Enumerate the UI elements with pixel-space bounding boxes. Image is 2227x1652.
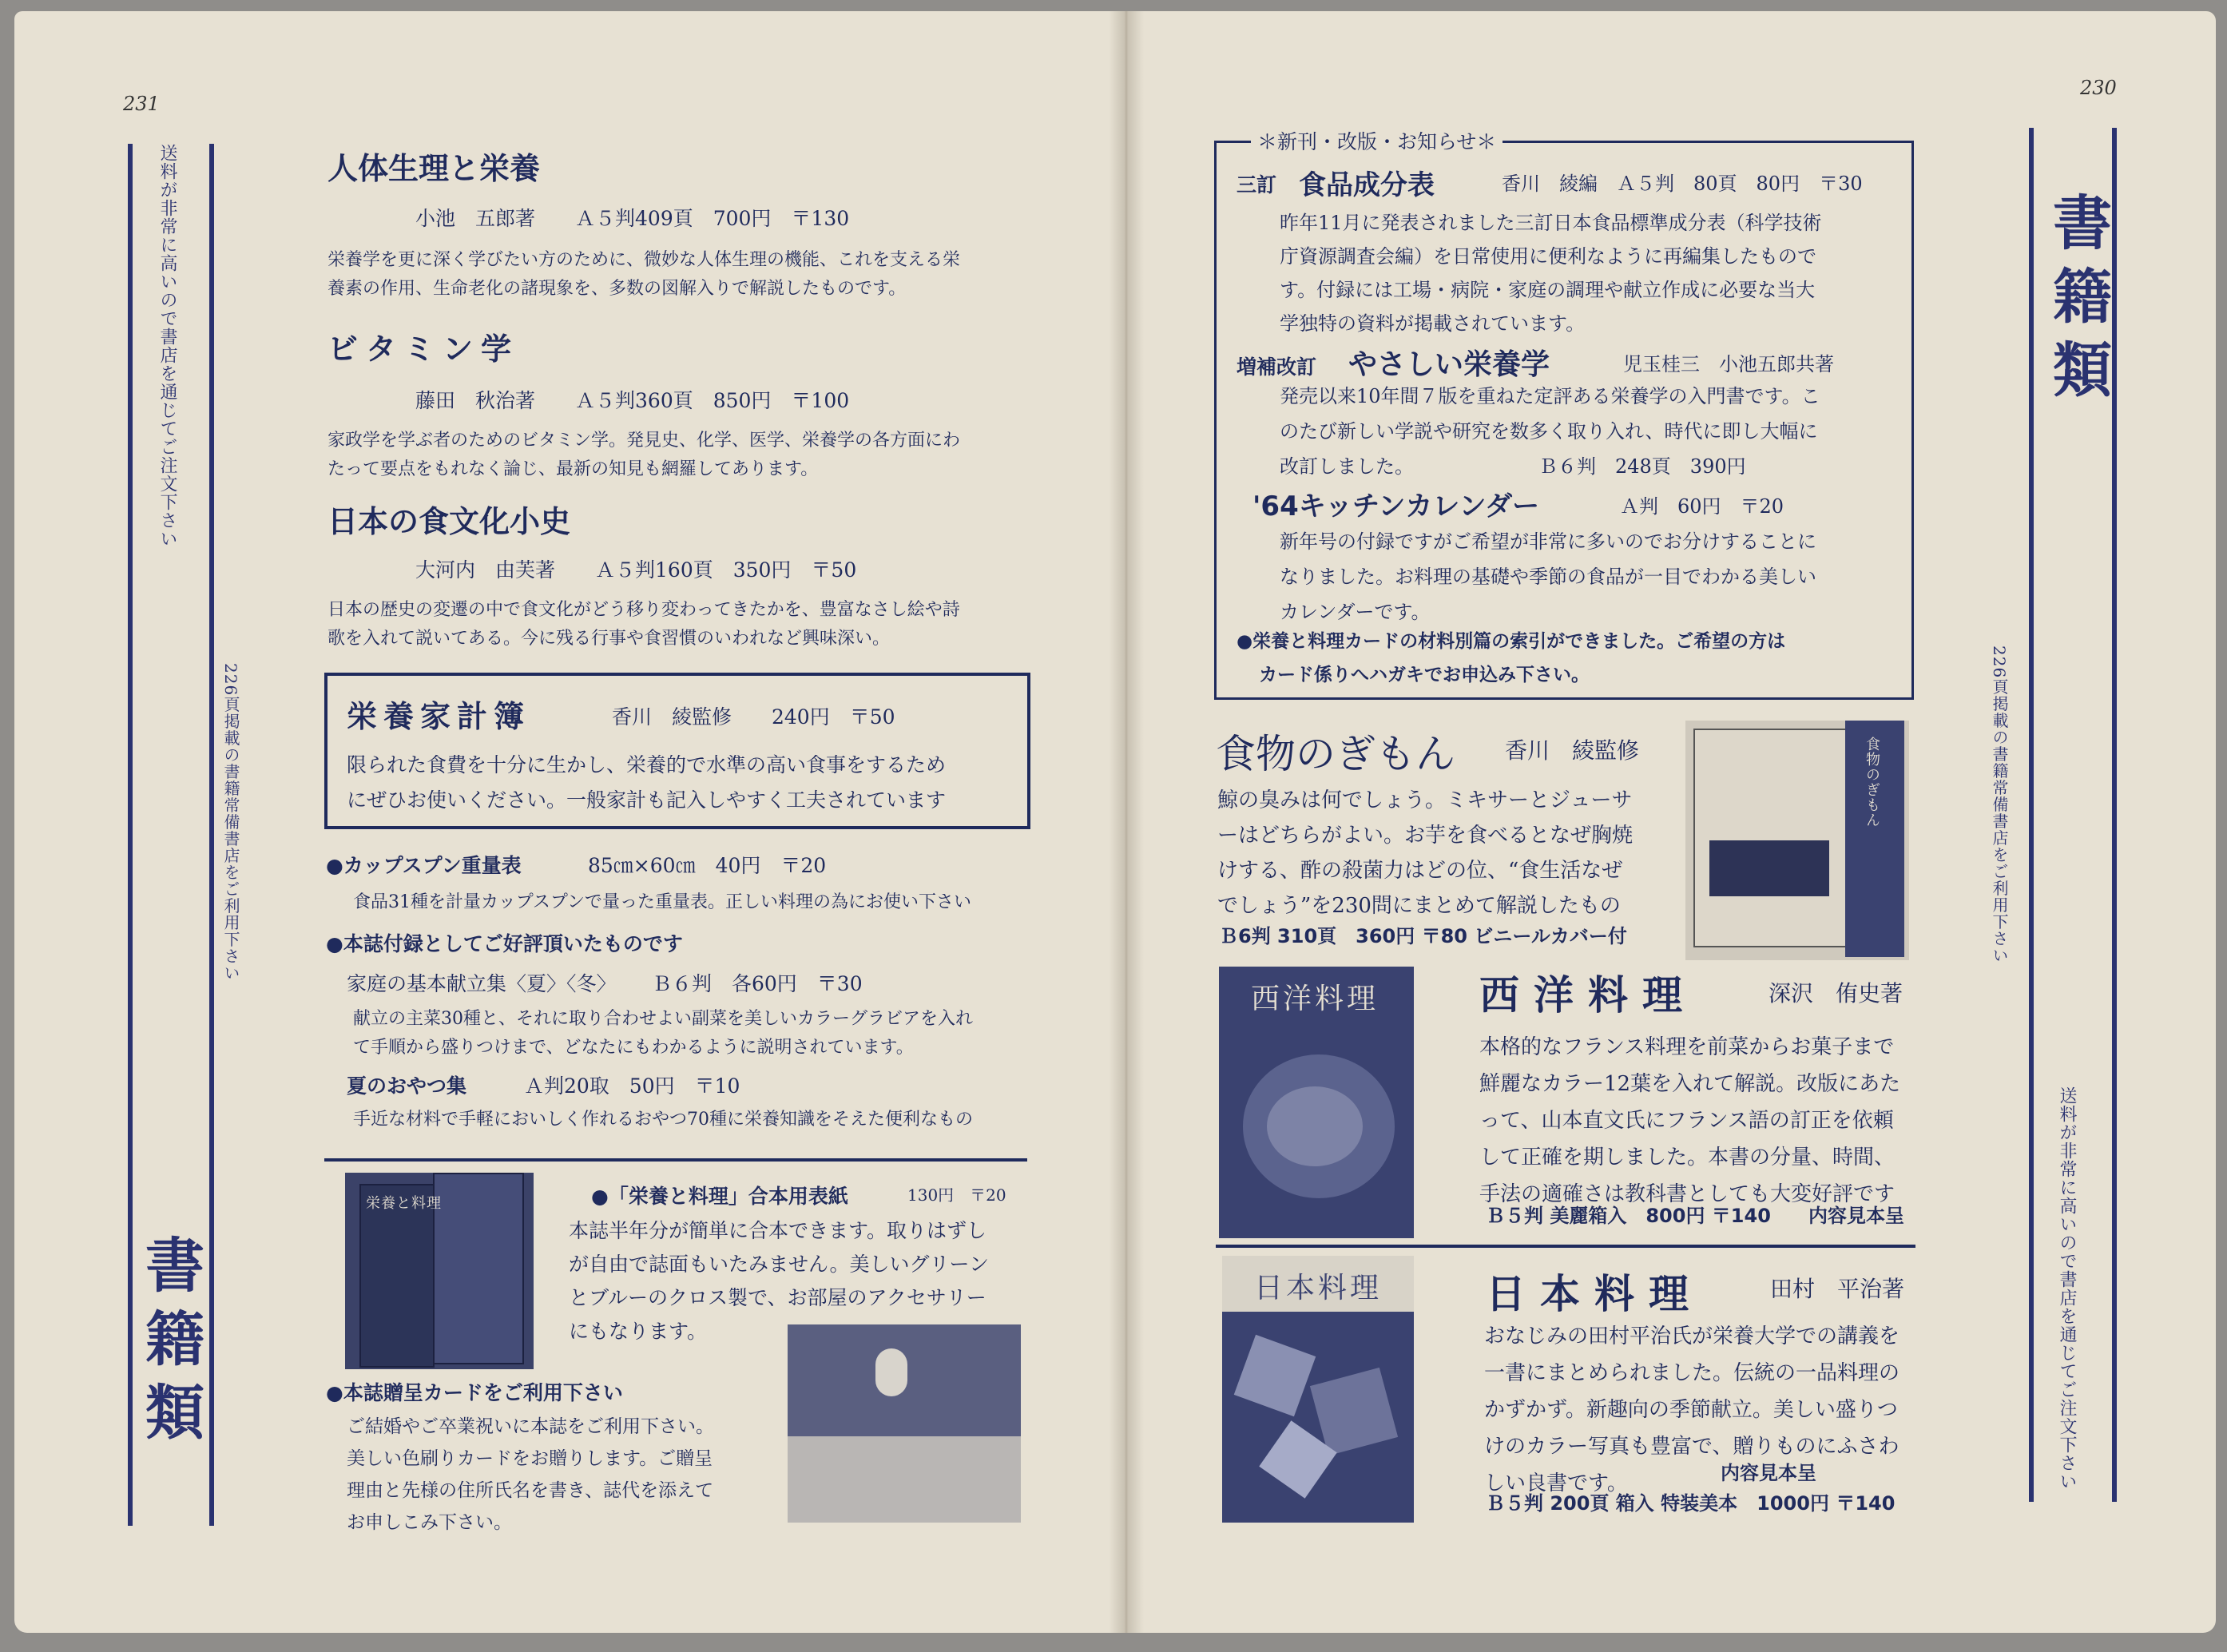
furoku-item1-desc: 献立の主菜30種と、それに取り合わせよい副菜を美しいカラーグラビアを入れ て手順から盛りつけまで、どなたにもわかるように説明されています。 [353, 1009, 973, 1058]
nihon-cover [1222, 1256, 1414, 1523]
furoku-item1-title: 家庭の基本献立集〈夏〉〈冬〉 [347, 972, 617, 995]
notice-item3-title: '64キッチンカレンダー [1252, 490, 1540, 522]
binder-meta: 130円 〒20 [907, 1185, 1006, 1205]
seiyo-cover-label: 西洋料理 [1251, 983, 1379, 1015]
book-title-jintai: 人体生理と栄養 [328, 151, 541, 186]
notice-item1-prefix: 三訂 [1237, 173, 1277, 197]
notice-item3-meta: Ａ判 60円 〒20 [1620, 495, 1784, 518]
notice-item2-meta: 児玉桂三 小池五郎共著 [1623, 353, 1834, 375]
book-desc-jintai: 栄養学を更に深く学びたい方のために、微妙な人体生理の機能、これを支える栄 養素の作用、生命老化の諸現象を、多数の図解入りで解説したものです。 [328, 250, 961, 299]
binder-title: ●「栄養と料理」合本用表紙 [591, 1185, 848, 1208]
left-side-note-mid: 226頁掲載の書籍常備書店をご利用下さい [221, 663, 240, 982]
notice-item1-meta: 香川 綾編 Ａ５判 80頁 80円 〒30 [1502, 173, 1863, 195]
book-meta-shokubunka: 大河内 由芙著 Ａ５判160頁 350円 〒50 [415, 558, 857, 582]
book-meta-vitamin: 藤田 秋治著 Ａ５判360頁 850円 〒100 [415, 389, 850, 412]
left-side-note-top: 送料が非常に高いので書店を通じてご注文下さい [157, 144, 177, 548]
cup-meta: 85㎝×60㎝ 40円 〒20 [588, 854, 827, 877]
gimon-photo [1685, 721, 1909, 960]
card-title: ●本誌贈呈カードをご利用下さい [326, 1381, 623, 1404]
notice-header: ＊新刊・改版・お知らせ＊ [1251, 126, 1503, 155]
nihon-meta: Ｂ５判 200頁 箱入 特装美本 1000円 〒140 [1486, 1492, 1896, 1515]
card-index-note: ●栄養と料理カードの材料別篇の索引ができました。ご希望の方は カード係りへハガキでお申込み下さい。 [1237, 631, 1786, 685]
notice-item1-title: 食品成分表 [1299, 169, 1435, 201]
notice-item3-desc: 新年号の付録ですがご希望が非常に多いのでお分けすることに なりました。お料理の基礎や季節の食品が一目でわかる美しい カレンダーです。 [1280, 530, 1816, 623]
kakeibo-desc: 限られた食費を十分に生かし、栄養的で水準の高い食事をするため にぜひお使いください。一般家計も記入しやすく工夫されています [347, 753, 947, 812]
seiyo-title: 西洋料理 [1479, 972, 1697, 1019]
notice-item2-desc: 発売以来10年間７版を重ねた定評ある栄養学の入門書です。こ のたび新しい学説や研究を数多く取り入れ、時代に即し大幅に 改訂しました。 Ｂ６判 248頁 390円 [1280, 385, 1820, 478]
furoku-item2-title: 夏のおやつ集 [347, 1074, 467, 1098]
seiyo-meta2: 内容見本呈 [1808, 1205, 1904, 1227]
furoku-item1-meta: Ｂ６判 各60円 〒30 [652, 972, 863, 995]
right-section-label: 書籍類 [2043, 192, 2112, 412]
cup-title: ●カップスプン重量表 [326, 854, 522, 877]
left-margin-rule [128, 144, 133, 1526]
notice-item2-prefix: 増補改訂 [1237, 355, 1317, 379]
kakeibo-box [324, 673, 1030, 829]
right-margin-rule [2029, 128, 2034, 1502]
book-desc-shokubunka: 日本の歴史の変遷の中で食文化がどう移り変わってきたかを、豊富なさし絵や詩 歌を入れて説いてある。今に残る行事や食習慣のいわれなど興味深い。 [328, 600, 960, 649]
book-desc-vitamin: 家政学を学ぶ者のためのビタミン学。発見史、化学、医学、栄養学の各方面にわ たって要点をもれなく論じ、最新の知見も網羅してあります。 [328, 431, 961, 479]
binder-photo [345, 1173, 534, 1369]
book-gutter [1109, 11, 1144, 1633]
nihon-cover-label: 日本料理 [1254, 1272, 1383, 1305]
notice-item1-desc: 昨年11月に発表されました三訂日本食品標準成分表（科学技術 庁資源調査会編）を日常使用に便利なように再編集したもので す。付録には工場・病院・家庭の調理や献立作成に必要な当大 学独特の資料が掲載されています。 [1280, 212, 1822, 335]
book-title-shokubunka: 日本の食文化小史 [328, 504, 571, 539]
furoku-item2-meta: Ａ判20取 50円 〒10 [524, 1074, 740, 1098]
left-inner-rule [209, 144, 214, 1526]
kakeibo-meta: 香川 綾監修 240円 〒50 [612, 705, 895, 729]
card-photo [788, 1324, 1021, 1523]
seiyo-author: 深沢 侑史著 [1768, 980, 1903, 1007]
gimon-author: 香川 綾監修 [1505, 737, 1640, 764]
right-divider [1216, 1245, 1915, 1248]
notice-item2-title: やさしい栄養学 [1348, 348, 1550, 381]
nihon-author: 田村 平治著 [1770, 1276, 1905, 1302]
nihon-desc: おなじみの田村平治氏が栄養大学での講義を 一書にまとめられました。伝統の一品料理の かずかず。新趣向の季節献立。美しい盛りつ けのカラー写真も豊富で、贈りものにふさわ しい良書です。 [1484, 1324, 1900, 1495]
left-divider [324, 1158, 1027, 1162]
right-side-note-mid: 226頁掲載の書籍常備書店をご利用下さい [1990, 645, 2009, 964]
nihon-meta2: 内容見本呈 [1721, 1462, 1816, 1484]
page-number-right: 230 [2080, 77, 2117, 99]
seiyo-desc: 本格的なフランス料理を前菜からお菓子まで 鮮麗なカラー12葉を入れて解説。改版にあた って、山本直文氏にフランス語の訂正を依頼 して正確を期しました。本書の分量、時間、 手法の適確さは教科書としても大変好評です [1479, 1035, 1901, 1206]
nihon-title: 日本料理 [1486, 1271, 1703, 1317]
card-desc: ご結婚やご卒業祝いに本誌をご利用下さい。 美しい色刷りカードをお贈りします。ご贈呈 理由と先様の住所氏名を書き、誌代を添えて お申しこみ下さい。 [347, 1416, 714, 1533]
gimon-title: 食物のぎもん [1216, 731, 1455, 777]
book-meta-jintai: 小池 五郎著 Ａ５判409頁 700円 〒130 [415, 207, 850, 230]
kakeibo-title: 栄養家計簿 [347, 699, 531, 734]
furoku-title: ●本誌付録としてご好評頂いたものです [326, 932, 683, 955]
furoku-item2-desc: 手近な材料で手軽においしく作れるおやつ70種に栄養知識をそえた便利なもの [353, 1110, 973, 1130]
gimon-desc: 鯨の臭みは何でしょう。ミキサーとジューサ ーはどちらがよい。お芋を食べるとなぜ胸焼 けする、酢の殺菌力はどの位、“食生活なぜ でしょう”を230問にまとめて解説したもの [1217, 788, 1634, 918]
binder-photo-label: 栄養と料理 [366, 1195, 442, 1212]
gimon-photo-label: 食物のぎもん [1864, 737, 1880, 828]
page-number-left: 231 [123, 93, 160, 115]
left-section-label: 書籍類 [136, 1234, 204, 1455]
right-side-note-bottom: 送料が非常に高いので書店を通じてご注文下さい [2057, 1086, 2077, 1491]
gimon-meta: Ｂ6判 310頁 360円 〒80 ビニールカバー付 [1219, 925, 1627, 947]
seiyo-meta: Ｂ５判 美麗箱入 800円 〒140 [1486, 1205, 1771, 1227]
binder-desc: 本誌半年分が簡単に合本できます。取りはずし が自由で誌面もいたみません。美しいグリーン とブルーのクロス製で、お部屋のアクセサリー にもなります。 [569, 1219, 990, 1343]
cup-desc: 食品31種を計量カップスプンで量った重量表。正しい料理の為にお使い下さい [353, 892, 972, 912]
seiyo-cover [1219, 967, 1414, 1238]
book-title-vitamin: ビタミン学 [328, 332, 520, 367]
